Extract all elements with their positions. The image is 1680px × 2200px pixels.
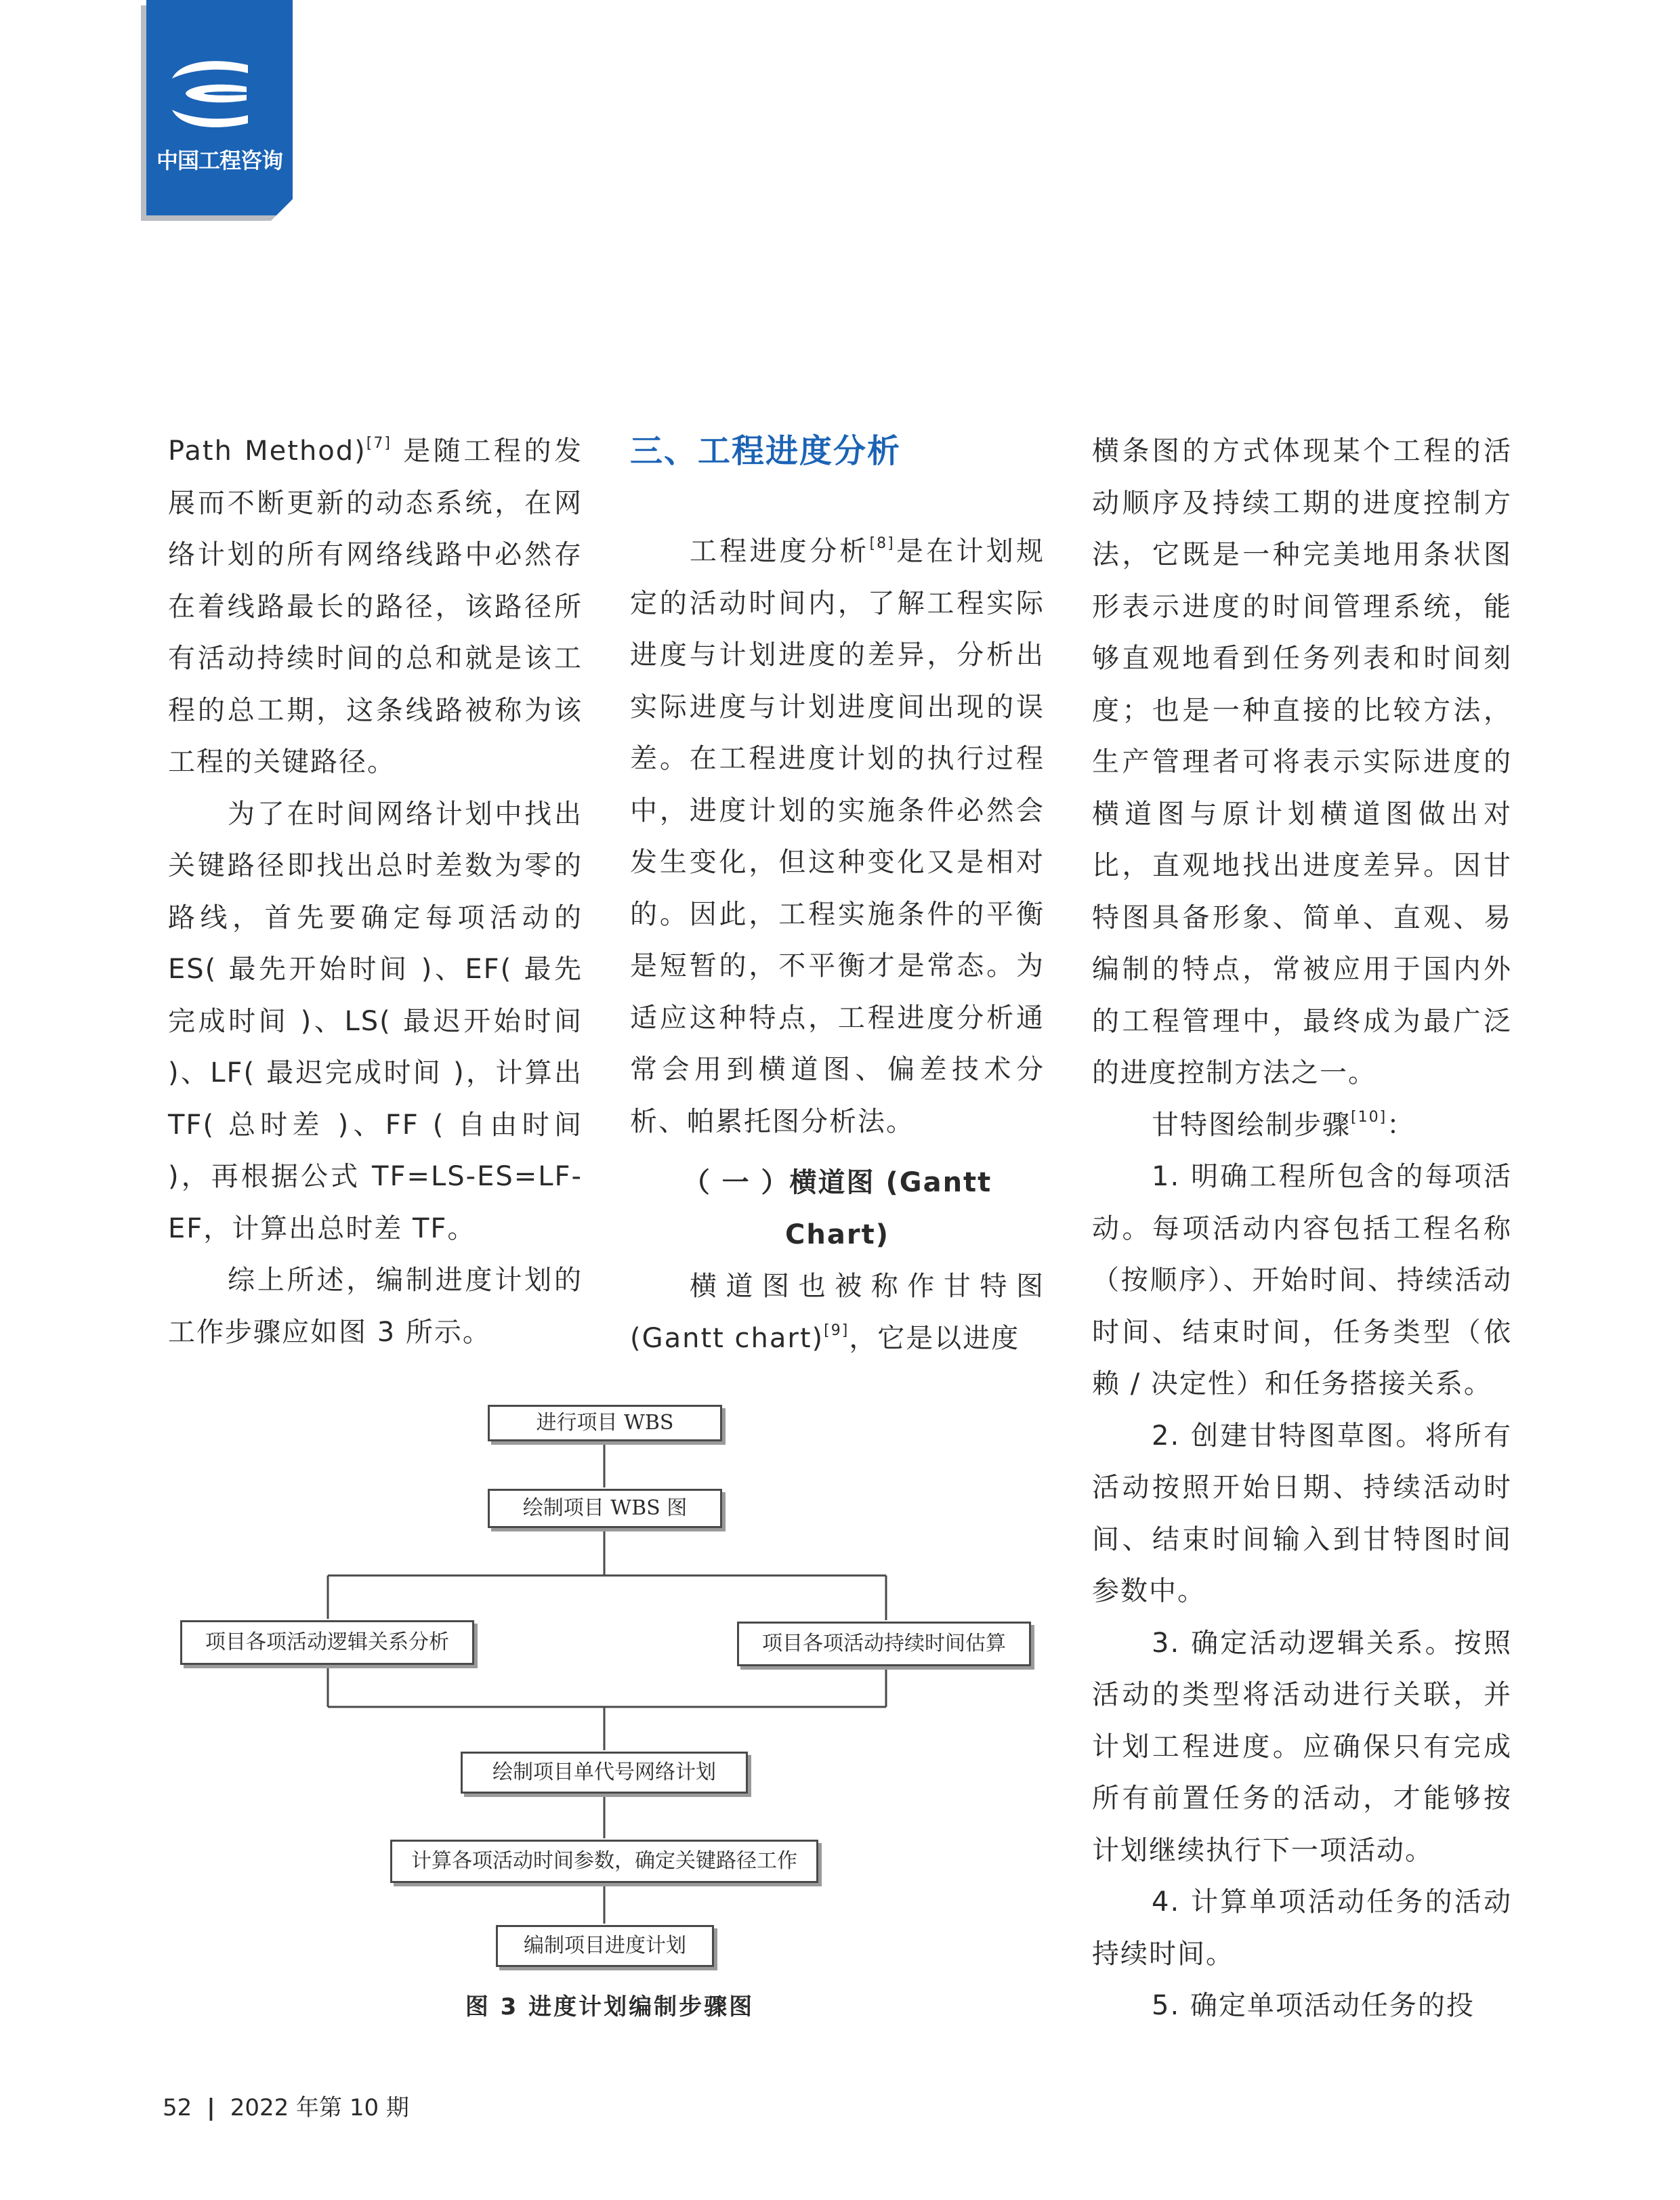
col1-para1 [168,425,583,788]
reference-9: [9] [824,1321,849,1339]
flow-box-network-plan: 绘制项目单代号网络计划 [461,1752,748,1794]
journal-logo-tab [146,0,293,215]
journal-logo-icon [167,53,255,134]
col3-para1: 横条图的方式体现某个工程的活动顺序及持续工期的进度控制方法，它既是一种完美地用条状图形表示进度的时间管理系统，能够直观地看到任务列表和时间刻度；也是一种直接的比较方法，生产管理者可将表示实际进度的横道图与原计划横道图做出对比，直观地找出进度差异。因甘特图具备形象、简单、直观、易编制的特点，常被应用于国内外的工程管理中，最终成为最广泛的进度控制方法之一。 [1092,436,1512,1088]
col1-para3: 综上所述，编制进度计划的工作步骤应如图 3 所示。 [168,1265,583,1348]
reference-8: [8] [869,535,895,552]
steps-intro-text: 甘特图绘制步骤 [1152,1109,1351,1141]
steps-intro-colon: ： [1387,1109,1416,1141]
heading-spacer [630,477,1045,526]
flow-box-wbs-chart: 绘制项目 WBS 图 [488,1489,722,1528]
gantt-steps-intro [1092,1099,1512,1151]
footer-divider: | [207,2094,215,2121]
logo-tab-fold [271,194,298,221]
page-footer [163,2089,409,2122]
col2-para1-text-a: 工程进度分析 [690,536,870,567]
flow-box-wbs: 进行项目 WBS [488,1405,722,1441]
flow-box-critical-path: 计算各项活动时间参数，确定关键路径工作 [390,1840,818,1883]
reference-7: [7] [366,435,392,452]
column-2 [630,425,1045,1364]
subsection-heading: （ 一 ）横道图 (Gantt Chart) [682,1167,992,1250]
gantt-step-1: 1. 明确工程所包含的每项活动。每项活动内容包括工程名称（按顺序）、开始时间、持续活动时间、结束时间，任务类型（依赖 / 决定性）和任务搭接关系。 [1092,1161,1512,1399]
col1-para1-text-b: 是随工程的发展而不断更新的动态系统，在网络计划的所有网络线路中必然存在着线路最长的路径，该路径所有活动持续时间的总和就是该工程的总工期，这条线路被称为该工程的关键路径。 [168,436,583,778]
col2-para1-text-b: 是在计划规定的活动时间内，了解工程实际进度与计划进度的差异，分析出实际进度与计划进度间出现的误差。在工程进度计划的执行过程中，进度计划的实施条件必然会发生变化，但这种变化又是相对的。因此，工程实施条件的平衡是短暂的，不平衡才是常态。为适应这种特点，工程进度分析通常会用到横道图、偏差技术分析、帕累托图分析法。 [630,536,1045,1137]
col2-para2-text-a: 横道图也被称作甘特图 (Gantt chart) [630,1271,1045,1354]
col2-para1 [630,526,1045,1147]
journal-name: 中国工程咨询 [156,148,282,173]
col1-para2: 为了在时间网络计划中找出关键路径即找出总时差数为零的路线，首先要确定每项活动的 ES( 最先开始时间 )、EF( 最先完成时间 )、LS( 最迟开始时间 )、LF( 最迟完成时间 )，计算出 TF( 总时差 )、FF ( 自由时间 )，再根据公式 TF=LS-ES=LF-EF，计算出总时差 TF。 [168,798,583,1244]
gantt-step-4: 4. 计算单项活动任务的活动持续时间。 [1092,1886,1512,1970]
col2-para2-text-b: ，它是以进度 [849,1322,1020,1354]
flow-box-duration-estimate: 项目各项活动持续时间估算 [737,1622,1031,1666]
figure-caption: 图 3 进度计划编制步骤图 [465,1993,755,2021]
col1-para1-text-a: Path Method) [168,436,366,467]
column-1 [168,425,583,1358]
gantt-step-3: 3. 确定活动逻辑关系。按照活动的类型将活动进行关联，并计划工程进度。应确保只有完成所有前置任务的活动，才能够按计划继续执行下一项活动。 [1092,1627,1512,1866]
flow-box-schedule: 编制项目进度计划 [496,1925,714,1967]
col2-para2 [630,1261,1045,1364]
page-number: 52 [163,2094,192,2121]
reference-10: [10] [1351,1108,1387,1126]
gantt-step-2: 2. 创建甘特图草图。将所有活动按照开始日期、持续活动时间、结束时间输入到甘特图时间参数中。 [1092,1420,1512,1607]
issue-label: 2022 年第 10 期 [230,2094,409,2121]
gantt-step-5: 5. 确定单项活动任务的投 [1152,1990,1475,2021]
column-3 [1092,425,1512,2032]
section-heading: 三、工程进度分析 [630,432,902,470]
flow-box-logic-analysis: 项目各项活动逻辑关系分析 [180,1620,474,1665]
